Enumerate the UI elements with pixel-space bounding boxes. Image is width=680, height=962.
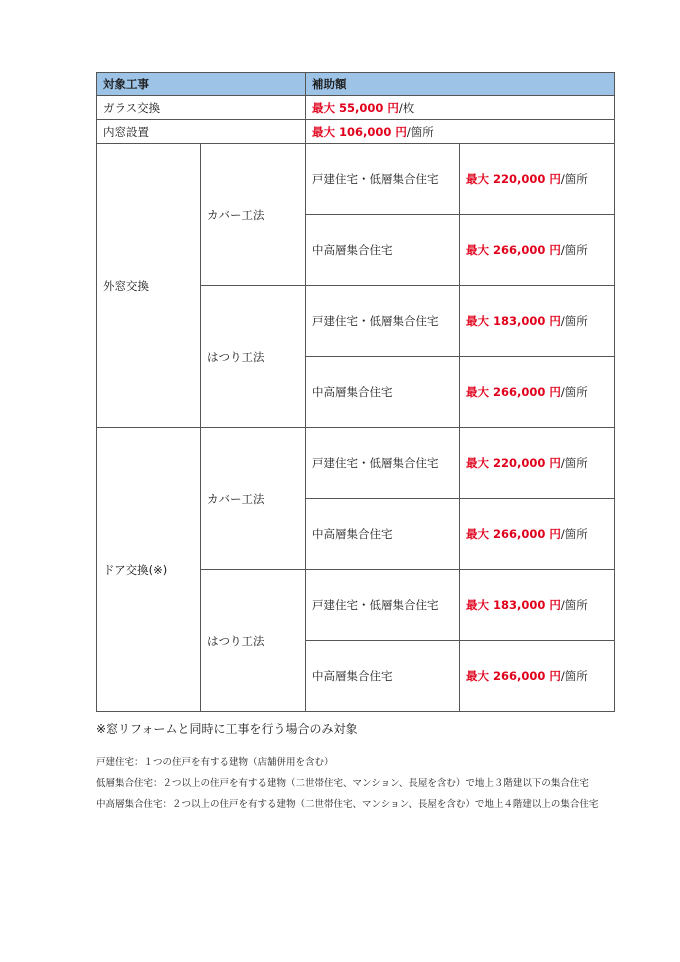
amount-unit: /箇所 [560,243,588,257]
table-row [97,428,615,499]
header-target-work: 対象工事 [97,73,306,96]
target-outer-window: 外窓交換 [97,144,201,428]
building-type: 戸建住宅・低層集合住宅 [306,144,460,215]
definition-detached-house: 戸建住宅：１つの住戸を有する建物（店舗併用を含む） [96,757,334,768]
footnote: ※窓リフォームと同時に工事を行う場合のみ対象 [96,722,358,736]
target-inner-window: 内窓設置 [97,120,306,144]
building-type: 中高層集合住宅 [306,641,460,712]
amount-value: 最大 106,000 円 [312,124,407,139]
table-row [97,96,615,120]
amount-value: 最大 183,000 円 [466,598,561,612]
amount-glass [306,96,615,120]
amount-unit: /箇所 [560,456,588,470]
table-header-row [97,73,615,96]
building-type: 戸建住宅・低層集合住宅 [306,570,460,641]
amount-inner-window [306,120,615,144]
header-subsidy-amount: 補助額 [306,73,615,96]
amount-value: 最大 183,000 円 [466,314,561,328]
amount-value: 最大 266,000 円 [466,527,561,541]
amount-cell [460,144,615,215]
target-door: ドア交換(※) [97,428,201,712]
building-type: 中高層集合住宅 [306,357,460,428]
amount-unit: /箇所 [560,172,588,186]
amount-cell [460,215,615,286]
method-hatsuri: はつり工法 [201,570,306,712]
amount-unit: /箇所 [406,124,434,139]
table-row [97,120,615,144]
table-row [97,144,615,215]
building-type: 戸建住宅・低層集合住宅 [306,286,460,357]
definition-mid-high-rise: 中高層集合住宅：２つ以上の住戸を有する建物（二世帯住宅、マンション、長屋を含む）で地上４階建以上の集合住宅 [96,799,599,810]
amount-value: 最大 220,000 円 [466,456,561,470]
amount-cell [460,641,615,712]
amount-value: 最大 220,000 円 [466,172,561,186]
amount-unit: /箇所 [560,385,588,399]
amount-value: 最大 266,000 円 [466,669,561,683]
amount-value: 最大 55,000 円 [312,100,399,115]
amount-unit: /箇所 [560,598,588,612]
amount-unit: /枚 [398,100,415,115]
building-type: 戸建住宅・低層集合住宅 [306,428,460,499]
amount-unit: /箇所 [560,527,588,541]
amount-cell [460,570,615,641]
amount-unit: /箇所 [560,669,588,683]
definition-low-rise: 低層集合住宅：２つ以上の住戸を有する建物（二世帯住宅、マンション、長屋を含む）で地上３階建以下の集合住宅 [96,778,589,789]
target-glass: ガラス交換 [97,96,306,120]
amount-value: 最大 266,000 円 [466,243,561,257]
amount-cell [460,357,615,428]
amount-cell [460,428,615,499]
method-cover: カバー工法 [201,428,306,570]
amount-unit: /箇所 [560,314,588,328]
building-type: 中高層集合住宅 [306,499,460,570]
method-cover: カバー工法 [201,144,306,286]
amount-value: 最大 266,000 円 [466,385,561,399]
amount-cell [460,499,615,570]
method-hatsuri: はつり工法 [201,286,306,428]
subsidy-table [96,72,615,712]
building-type: 中高層集合住宅 [306,215,460,286]
amount-cell [460,286,615,357]
